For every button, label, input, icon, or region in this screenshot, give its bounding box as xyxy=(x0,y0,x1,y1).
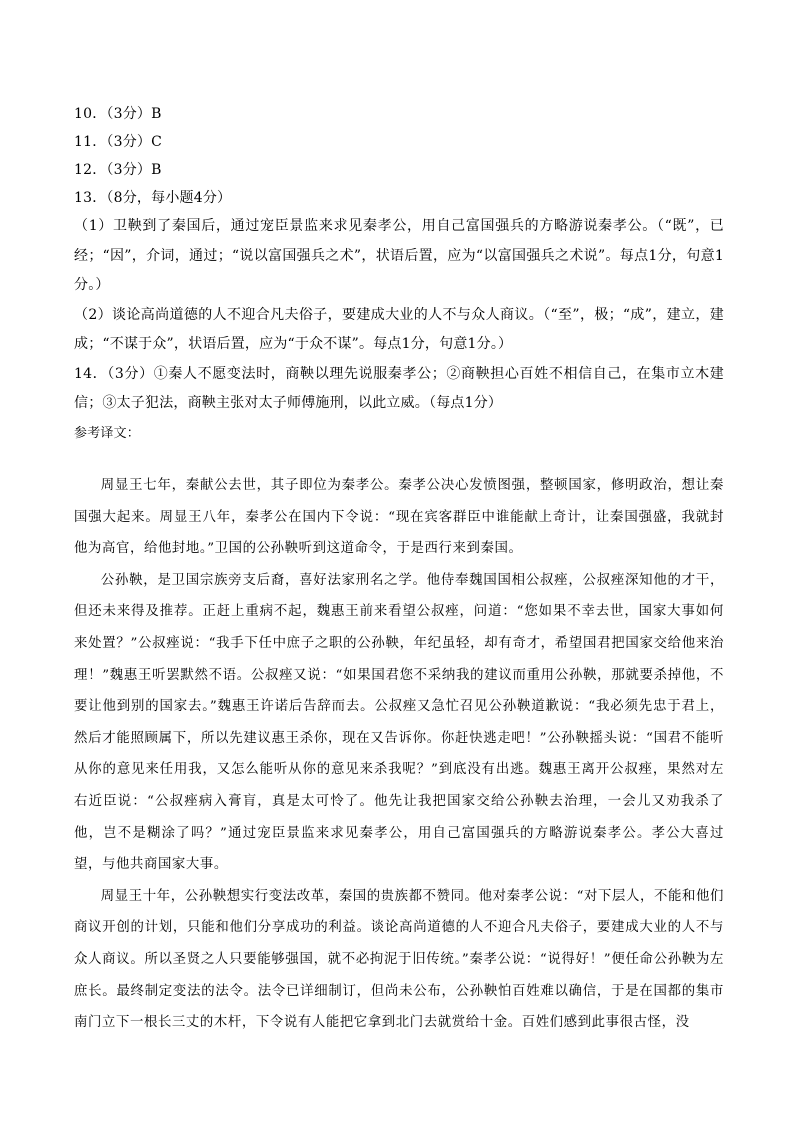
answer-q11: 11．（3分）C xyxy=(74,134,163,150)
answer-q13-part1: （1）卫鞅到了秦国后，通过宠臣景监来求见秦孝公，用自己富国强兵的方略游说秦孝公。（“既”，已经；“因”，介词，通过；“说以富国强兵之术”，状语后置，应为“以富国强兵之术说”。每点1分，句意1分。） xyxy=(74,218,724,293)
reference-translation xyxy=(74,470,724,1039)
reference-translation-label: 参考译文： xyxy=(74,425,141,441)
translation-paragraph-1: 周显王七年，秦献公去世，其子即位为秦孝公。秦孝公决心发愤图强，整顿国家，修明政治，想让秦国强大起来。周显王八年，秦孝公在国内下令说：“现在宾客群臣中谁能献上奇计，让秦国强盛，我就封他为高官，给他封地。”卫国的公孙鞅听到这道命令，于是西行来到秦国。 xyxy=(74,478,724,557)
translation-paragraph-2: 公孙鞅，是卫国宗族旁支后裔，喜好法家刑名之学。他侍奉魏国国相公叔痤，公叔痤深知他的才干，但还未来得及推荐。正赶上重病不起，魏惠王前来看望公叔痤，问道：“您如果不幸去世，国家大事如何来处置？”公叔痤说：“我手下任中庶子之职的公孙鞅，年纪虽轻，却有奇才，希望国君把国家交给他来治理！”魏惠王听罢默然不语。公叔痤又说：“如果国君您不采纳我的建议而重用公孙鞅，那就要杀掉他，不要让他到别的国家去。”魏惠王许诺后告辞而去。公叔痤又急忙召见公孙鞅道歉说：“我必须先忠于君上，然后才能照顾属下，所以先建议惠王杀你，现在又告诉你。你赶快逃走吧！”公孙鞅摇头说：“国君不能听从你的意见来任用我，又怎么能听从你的意见来杀我呢？”到底没有出逃。魏惠王离开公叔痤，果然对左右近臣说：“公叔痤病入膏肓，真是太可怜了。他先让我把国家交给公孙鞅去治理，一会儿又劝我杀了他，岂不是糊涂了吗？”通过宠臣景监来求见秦孝公，用自己富国强兵的方略游说秦孝公。孝公大喜过望，与他共商国家大事。 xyxy=(74,572,724,873)
answer-key-section xyxy=(74,100,724,449)
answer-q13-header: 13．（8分，每小题4分） xyxy=(74,190,232,206)
answer-q10: 10．（3分）B xyxy=(74,106,162,122)
answer-q13-part2: （2）谈论高尚道德的人不迎合凡夫俗子，要建成大业的人不与众人商议。（“至”，极；“成”，建立，建成；“不谋于众”，状语后置，应为“于众不谋”。每点1分，句意1分。） xyxy=(74,306,724,352)
answer-q12: 12．（3分）B xyxy=(74,162,162,178)
translation-paragraph-3: 周显王十年，公孙鞅想实行变法改革，秦国的贵族都不赞同。他对秦孝公说：“对下层人，不能和他们商议开创的计划，只能和他们分享成功的利益。谈论高尚道德的人不迎合凡夫俗子，要建成大业的人不与众人商议。所以圣贤之人只要能够强国，就不必拘泥于旧传统。”秦孝公说：“说得好！”便任命公孙鞅为左庶长。最终制定变法的法令。法令已详细制订，但尚未公布，公孙鞅怕百姓难以确信，于是在国都的集市南门立下一根长三丈的木杆，下令说有人能把它拿到北门去就赏给十金。百姓们感到此事很古怪，没 xyxy=(74,888,724,1031)
answer-q14: 14．（3分）①秦人不愿变法时，商鞅以理先说服秦孝公；②商鞅担心百姓不相信自己，在集市立木建信；③太子犯法，商鞅主张对太子师傅施刑，以此立威。（每点1分） xyxy=(74,365,724,411)
